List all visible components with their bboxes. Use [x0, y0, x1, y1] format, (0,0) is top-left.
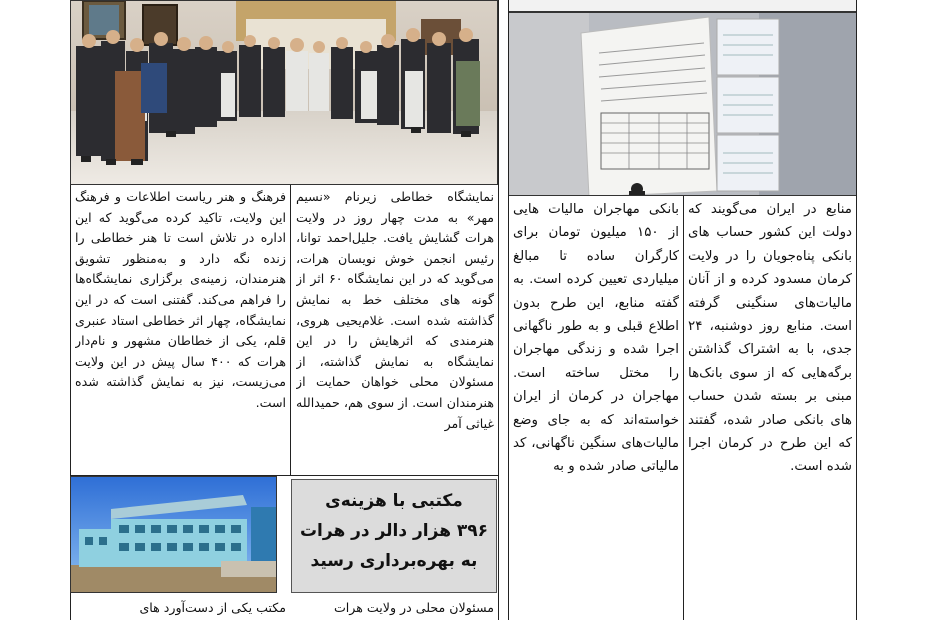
- school-photo: [70, 476, 277, 593]
- column-rule: [498, 0, 499, 620]
- headline-line: به بهره‌برداری رسید: [310, 551, 478, 571]
- column-rule: [856, 0, 857, 620]
- migrants-article-col-right: [688, 198, 852, 620]
- headline-line: ۳۹۶ هزار دالر در هرات: [299, 521, 489, 541]
- article-text: مسئولان محلی در ولایت هرات: [333, 600, 494, 615]
- top-strip: [508, 0, 857, 12]
- column-rule: [508, 0, 509, 620]
- documents-photo: [508, 12, 857, 196]
- exhibition-photo: [70, 0, 498, 185]
- article-text: نمایشگاه خطاطی زیرنام «نسیم مهر» به مدت چهار روز در ولایت هرات گشایش یافت. جلیل‌احمد توانا، رئیس انجمن خوش نویسان هرات، می‌گوید که در این نمایشگاه ۶۰ اثر از گونه های مختلف خط به نمایش گذاشته شده است. غلام‌یحیی هروی، هنرمندی که اثرهایش را در این نمایشگاه به نمایش گذاشته، از مسئولان محلی خواهان حمایت از هنرمندان است. از سوی هم، حمیدالله غیاثی آمر: [296, 189, 494, 431]
- exhibition-article-col-right: [296, 187, 494, 473]
- column-rule: [290, 185, 291, 475]
- article-text: مکتب یکی از دست‌آورد های: [139, 600, 286, 615]
- column-rule: [683, 196, 684, 620]
- article-text: منابع در ایران می‌گویند که دولت این کشور حساب های بانکی پناه‌جویان را در ولایت کرمان مسدود کرده و از آنان مالیات‌های سنگینی گرفته است. منابع روز دوشنبه، ۲۴ جدی، با به اشتراک گذاشتن برگه‌هایی که از سوی بانک‌ها مبنی بر بسته شدن حساب های بانکی صادر شده، گفتند که این طرح در کرمان اجرا شده است.: [688, 202, 852, 475]
- exhibition-article-col-left: [75, 187, 286, 473]
- article-text: بانکی مهاجران مالیات هایی از ۱۵۰ میلیون تومان برای کارگران ساده تا مبالغ میلیاردی تعیین کرده است. به گفته منابع، این طرح بدون اطلاع قبلی و به طور ناگهانی اجرا شده و زندگی مهاجران را مختل ساخته است. مهاجران در کرمان از ایران خواسته‌اند که به جای وضع مالیات‌های سنگین ناگهانی، کد مالیاتی صادر شده و به: [513, 202, 679, 475]
- school-article-col-right: [296, 598, 494, 620]
- school-headline: [291, 479, 497, 593]
- headline-line: مکتبی با هزینه‌ی: [325, 491, 463, 511]
- school-article-col-left: [75, 598, 286, 620]
- article-text: فرهنگ و هنر ریاست اطلاعات و فرهنگ این ولایت، تاکید کرده می‌گوید که این اداره در تلاش است تا هنر خطاطی را زنده نگه دارد و به‌منظور تشویق هنرمندان، زمینه‌ی برگزاری نمایشگاه‌ها را فراهم می‌کند. گفتنی است که در این نمایشگاه، چهار اثر خطاطی استاد عنبری قلم، یکی از خطاطان مشهور و نام‌دار هرات که ۴۰۰ سال پیش در این ولایت می‌زیست، نیز به نمایش گذاشته شده است.: [75, 189, 286, 410]
- migrants-article-col-left: [513, 198, 679, 620]
